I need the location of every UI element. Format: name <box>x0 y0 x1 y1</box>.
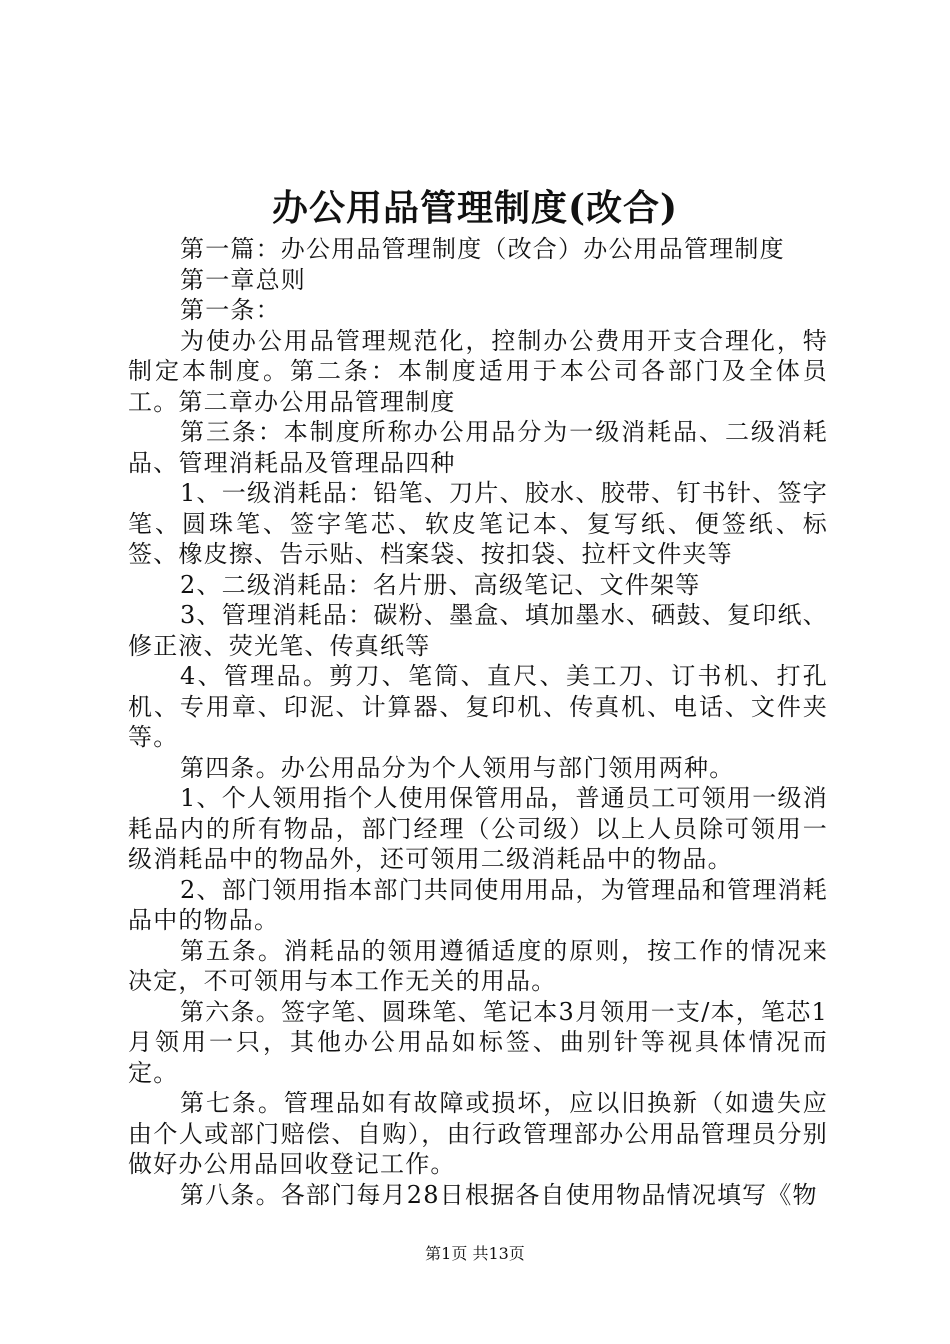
paragraph: 2、二级消耗品：名片册、高级笔记、文件架等 <box>180 570 701 599</box>
paragraph: 第四条。办公用品分为个人领用与部门领用两种。 <box>180 753 735 782</box>
paragraph: 1、一级消耗品：铅笔、刀片、胶水、胶带、钉书针、签字笔、圆珠笔、签字笔芯、软皮笔记本、复写纸、便签纸、标签、橡皮擦、告示贴、档案袋、按扣袋、拉杆文件夹等 <box>128 479 828 568</box>
paragraph: 第三条：本制度所称办公用品分为一级消耗品、二级消耗品、管理消耗品及管理品四种 <box>128 418 828 477</box>
page-footer: 第1页 共13页 <box>425 1244 525 1263</box>
paragraph: 第一篇：办公用品管理制度（改合）办公用品管理制度 <box>180 235 785 263</box>
paragraph: 第一条： <box>180 296 281 324</box>
paragraph: 第一章总则 <box>180 265 306 294</box>
document-title: 办公用品管理制度(改合) <box>271 187 679 229</box>
document-body <box>128 234 828 1210</box>
paragraph: 3、管理消耗品：碳粉、墨盒、填加墨水、硒鼓、复印纸、修正液、荧光笔、传真纸等 <box>128 601 828 660</box>
paragraph: 4、管理品。剪刀、笔筒、直尺、美工刀、订书机、打孔机、专用章、印泥、计算器、复印机、传真机、电话、文件夹等。 <box>128 662 828 751</box>
paragraph: 1、个人领用指个人使用保管用品，普通员工可领用一级消耗品内的所有物品，部门经理（公司级）以上人员除可领用一级消耗品中的物品外，还可领用二级消耗品中的物品。 <box>128 784 828 873</box>
paragraph: 为使办公用品管理规范化，控制办公费用开支合理化，特制定本制度。第二条：本制度适用于本公司各部门及全体员工。第二章办公用品管理制度 <box>128 326 828 416</box>
paragraph: 2、部门领用指本部门共同使用用品，为管理品和管理消耗品中的物品。 <box>128 875 828 934</box>
paragraph: 第六条。签字笔、圆珠笔、笔记本3月领用一支/本，笔芯1月领用一只，其他办公用品如标签、曲别针等视具体情况而定。 <box>128 997 828 1087</box>
paragraph: 第五条。消耗品的领用遵循适度的原则，按工作的情况来决定，不可领用与本工作无关的用品。 <box>128 936 828 995</box>
paragraph: 第七条。管理品如有故障或损坏，应以旧换新（如遗失应由个人或部门赔偿、自购），由行政管理部办公用品管理员分别做好办公用品回收登记工作。 <box>128 1089 828 1178</box>
paragraph: 第八条。各部门每月28日根据各自使用物品情况填写《物 <box>180 1180 818 1209</box>
